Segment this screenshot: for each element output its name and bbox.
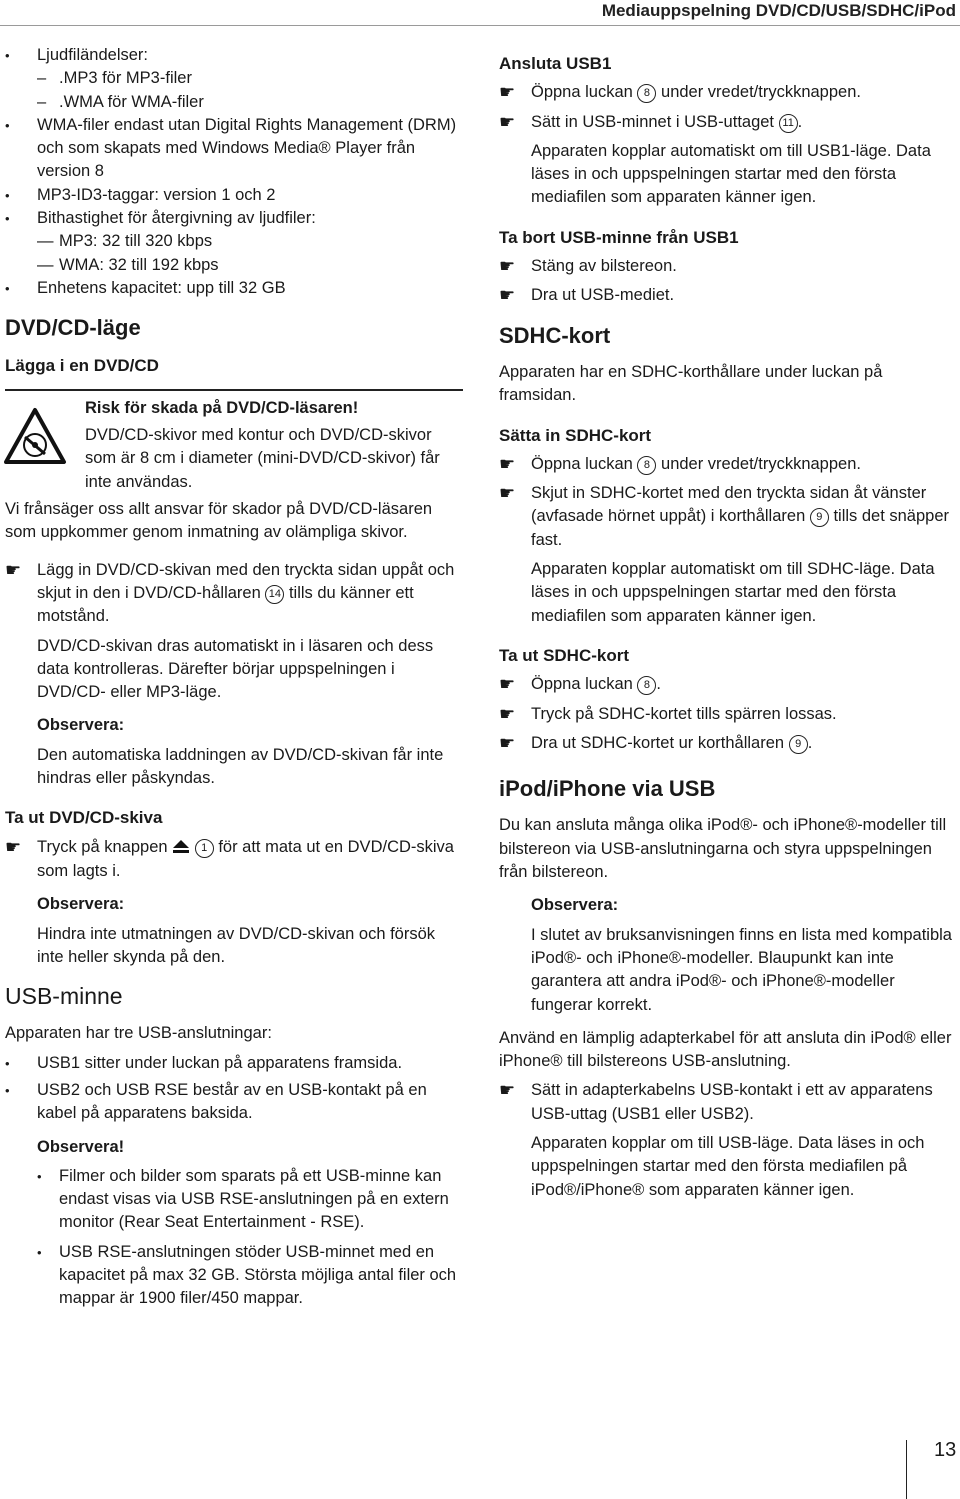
eject-step: ☛ Tryck på knappen 1 för att mata ut en DVD/CD-skiva som lagts i. [5,836,463,884]
left-column [5,44,463,1311]
ipod-obs-text: I slutet av bruksanvisningen finns en lista med kompatibla iPod®- och iPhone®-modeller. Blaupunkt kan inte garantera att andra iPod®- och iPhone®-modeller fungerar korrekt. [531,925,952,1014]
usb-sub-1: • Filmer och bilder som sparats på ett USB-minne kan endast visas via USB RSE-anslutningen på en extern monitor (Rear Seat Entertainment - RSE). [5,1165,463,1235]
disclaimer: Vi frånsäger oss allt ansvar för skador på DVD/CD-läsaren som uppkommer genom inmatning av olämpliga skivor. [5,500,433,542]
callout-11: 11 [779,114,798,133]
callout-8: 8 [637,456,656,475]
sdhc-heading: SDHC-kort [499,322,611,348]
sdhc-result: Apparaten kopplar automatiskt om till SDHC-läge. Data läses in och uppspelningen startar med den första mediafilen som apparaten känner igen. [531,560,935,625]
callout-14: 14 [265,585,284,604]
callout-9: 9 [789,735,808,754]
warning-title: Risk för skada på DVD/CD-läsaren! [85,398,359,417]
obs1-text: Den automatiska laddningen av DVD/CD-skivan får inte hindras eller påskyndas. [37,745,444,788]
callout-8: 8 [637,676,656,695]
sdhc-step-1: ☛ Öppna luckan 8 under vredet/tryckknappen. [499,453,957,476]
callout-9: 9 [810,508,829,527]
sub-wma: – .WMA för WMA-filer [5,91,463,114]
right-column [499,52,957,1202]
warning-box [5,397,463,494]
ipod-obs-label: Observera: [531,896,619,915]
sdhc-remove-heading: Ta ut SDHC-kort [499,645,630,665]
warning-text: DVD/CD-skivor med kontur och DVD/CD-skivor som är 8 cm i diameter (mini-DVD/CD-skivor) får inte användas. [85,426,440,491]
remove-step-1: ☛ Stäng av bilstereon. [499,255,957,278]
connect-heading: Ansluta USB1 [499,54,612,73]
page-number: 13 [934,1439,957,1461]
obs2-label: Observera: [37,895,125,914]
bullet-id3: • MP3-ID3-taggar: version 1 och 2 [5,184,463,207]
disc-warning-icon [3,407,67,472]
bullet-drm: • WMA-filer endast utan Digital Rights Management (DRM) och som skapats med Windows Media® Player från version 8 [5,114,463,184]
ipod-adapter: Använd en lämplig adapterkabel för att ansluta din iPod® eller iPhone® till bilstereons USB-anslutning. [499,1028,952,1071]
sdhc-remove-step-1: ☛ Öppna luckan 8 . [499,673,957,696]
usb-obs-label: Observera! [37,1137,125,1156]
dvd-heading: DVD/CD-läge [5,315,141,341]
ipod-heading: iPod/iPhone via USB [499,776,716,802]
ipod-step: ☛ Sätt in adapterkabelns USB-kontakt i ett av apparatens USB-uttag (USB1 eller USB2). [499,1079,957,1126]
remove-usb-heading: Ta bort USB-minne från USB1 [499,227,739,247]
eject-heading: Ta ut DVD/CD-skiva [5,808,163,828]
insert-step: ☛ Lägg in DVD/CD-skivan med den tryckta sidan uppåt och skjut in den i DVD/CD-hållaren 14 tills du känner ett motstånd. [5,559,463,629]
usb-bullet-1: • USB1 sitter under luckan på apparatens framsida. [5,1052,463,1075]
connect-step-2: ☛ Sätt in USB-minnet i USB-uttaget 11 . [499,111,957,134]
bullet-bitrate: • Bithastighet för återgivning av ljudfiler: [5,207,463,230]
usb-heading: USB-minne [5,983,123,1010]
usb-intro: Apparaten har tre USB-anslutningar: [5,1024,272,1043]
sdhc-remove-step-3: ☛ Dra ut SDHC-kortet ur korthållaren 9 . [499,732,957,755]
connect-step-1: ☛ Öppna luckan 8 under vredet/tryckknappen. [499,81,957,104]
eject-icon [172,837,190,860]
sdhc-step-2: ☛ Skjut in SDHC-kortet med den tryckta sidan åt vänster (avfasade hörnet uppåt) i korthållaren 9 tills det snäpper fast. [499,482,957,552]
usb-bullet-2: • USB2 och USB RSE består av en USB-kontakt på en kabel på apparatens baksida. [5,1079,463,1126]
sub-bitrate-mp3: — MP3: 32 till 320 kbps [5,230,463,253]
bullet-capacity: • Enhetens kapacitet: upp till 32 GB [5,277,463,300]
insert-result: DVD/CD-skivan dras automatiskt in i läsaren och dess data kontrolleras. Därefter börjar uppspelningen i DVD/CD- eller MP3-läge. [37,636,434,702]
remove-step-2: ☛ Dra ut USB-mediet. [499,284,957,307]
usb-sub-2: • USB RSE-anslutningen stöder USB-minnet med en kapacitet på max 32 GB. Största möjliga antal filer och mappar är 1900 filer/450 mappar. [5,1241,463,1311]
insert-heading: Lägga i en DVD/CD [5,355,159,375]
running-header: Mediauppspelning DVD/CD/USB/SDHC/iPod [601,1,956,20]
callout-8: 8 [637,84,656,103]
obs2-text: Hindra inte utmatningen av DVD/CD-skivan och försök inte heller skynda på den. [37,924,436,966]
obs1-label: Observera: [37,716,125,735]
ipod-result: Apparaten kopplar om till USB-läge. Data läses in och uppspelningen startar med den första mediafilen på iPod®/iPhone® som apparaten känner igen. [531,1133,925,1199]
sdhc-intro: Apparaten har en SDHC-korthållare under luckan på framsidan. [499,362,883,405]
sdhc-insert-heading: Sätta in SDHC-kort [499,425,652,445]
sdhc-remove-step-2: ☛ Tryck på SDHC-kortet tills spärren lossas. [499,703,957,726]
sub-bitrate-wma: — WMA: 32 till 192 kbps [5,254,463,277]
header-rule [0,25,960,26]
bullet-audio: • Ljudfiländelser: [5,44,463,67]
sub-mp3: – .MP3 för MP3-filer [5,67,463,90]
page-number-rule [906,1440,907,1499]
callout-1: 1 [195,839,214,858]
ipod-intro: Du kan ansluta många olika iPod®- och iPhone®-modeller till bilstereon via USB-anslutningarna och styra uppspelningen från bilstereon. [499,816,947,882]
connect-result: Apparaten kopplar automatiskt om till USB1-läge. Data läses in och uppspelningen startar med den första mediafilen som apparaten känner igen. [531,141,931,207]
warning-rule [5,389,463,391]
